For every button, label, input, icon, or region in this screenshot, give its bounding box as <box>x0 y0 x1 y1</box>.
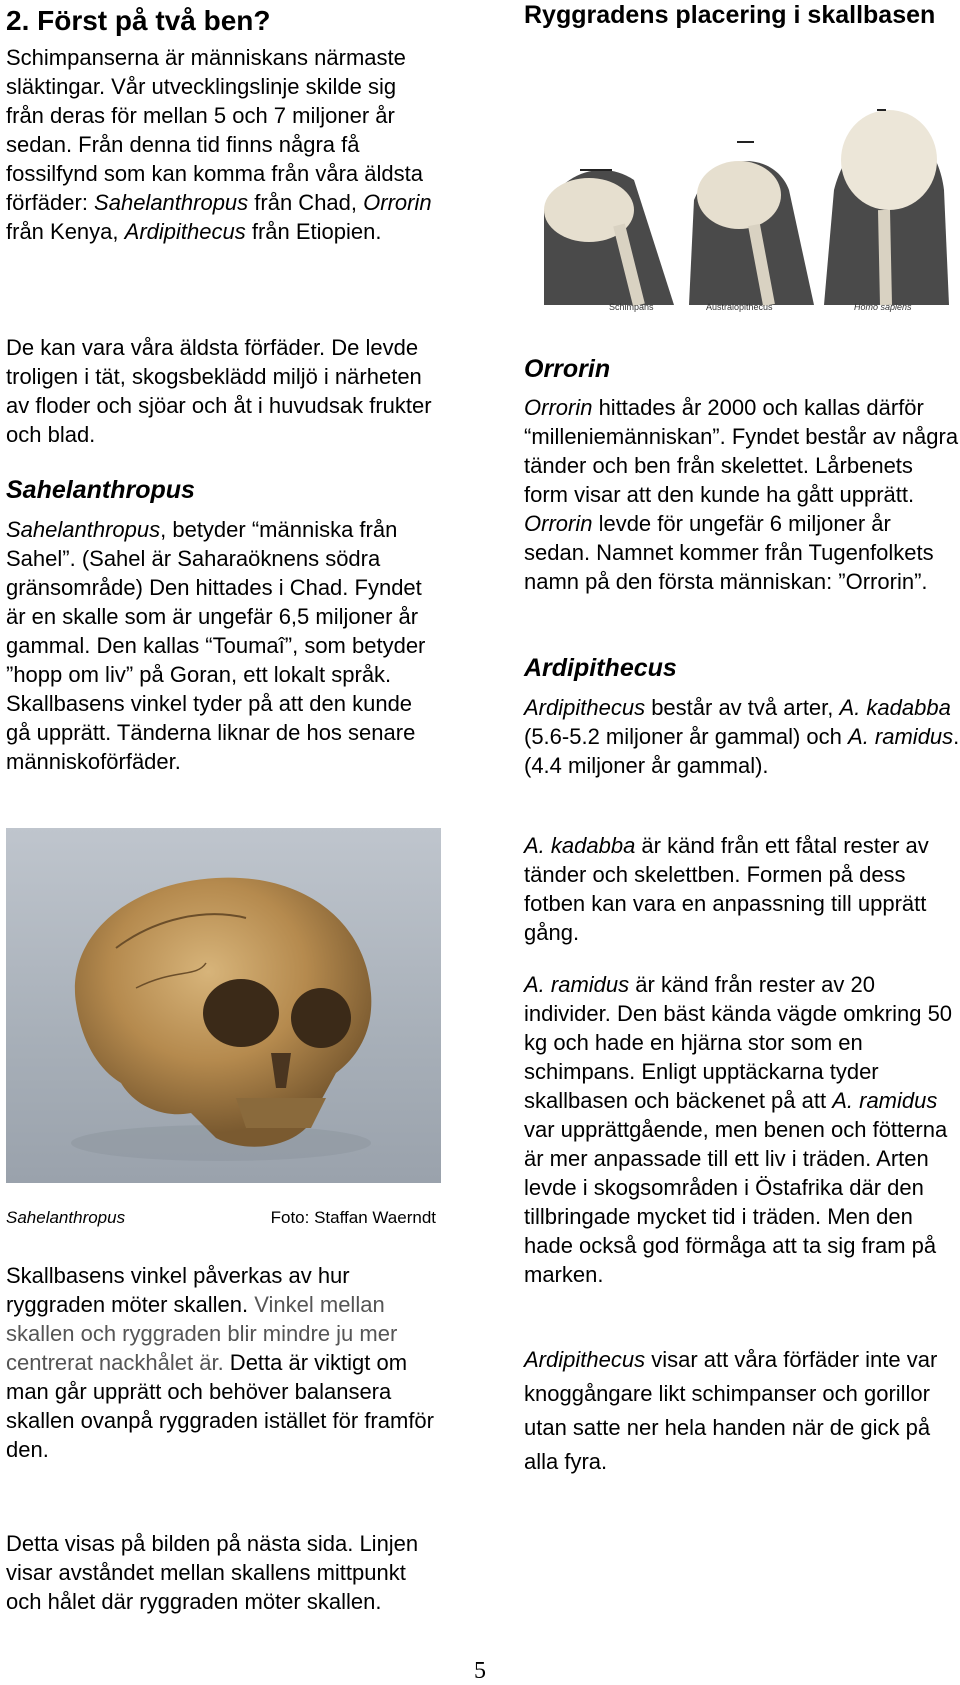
caption-species: Sahelanthropus <box>6 1208 126 1227</box>
ardipithecus-paragraph-1 <box>524 693 960 780</box>
intro-text-3: från Kenya, <box>6 219 125 244</box>
ardi2-term: A. kadabba <box>524 833 636 858</box>
ardipithecus-paragraph-3 <box>524 970 960 1289</box>
ardi1-term-1: Ardipithecus <box>524 695 646 720</box>
skull-illustration <box>6 828 441 1183</box>
habitat-paragraph: De kan vara våra äldsta förfäder. De levde troligen i tät, skogsbeklädd miljö i närheten av floder och sjöar och åt i huvudsak frukter och blad. <box>6 335 432 447</box>
intro-term-sahelanthropus: Sahelanthropus <box>94 190 249 215</box>
fig-label-schimpans: Schimpans <box>609 302 654 312</box>
spine-position-figure <box>524 90 960 320</box>
ardi3-term-2: A. ramidus <box>832 1088 938 1113</box>
spine-text-2: Vinkel mellan skallen och ryggraden blir mindre ju mer centrerat nackhålet är. <box>6 1292 398 1375</box>
section-title: 2. Först på två ben? <box>6 5 271 36</box>
ardi3-text-2: var upprättgående, men benen och fötterna är mer anpassade till ett liv i träden. Arten levde i skogsområden i Östafrika där den tillbringade mycket tid i träden. Men den hade också god förmåga att ta sig fram på marken. <box>524 1117 948 1287</box>
orrorin-paragraph <box>524 393 960 596</box>
fig-label-australopithecus: Australopithecus <box>706 302 773 312</box>
ardi3-text-1: är känd från rester av 20 individer. Den bäst kända vägde omkring 50 kg och hade en hjärna stor som en schimpans. Enligt upptäckarna tyder skallbasen och bäckenet på att <box>524 972 953 1113</box>
ardipithecus-heading: Ardipithecus <box>524 654 677 682</box>
sahel-text: , betyder “människa från Sahel”. (Sahel är Saharaöknens södra gränsområde) Den hittades i Chad. Fyndet är en skalle som är ungefär 6,5 miljoner år gammal. Den kallas “Toumaî”, som betyder ”hopp om liv” på Goran, ett lokalt språk. Skallbasens vinkel tyder på att den kunde gå upprätt. Tänderna liknar de hos senare människoförfäder. <box>6 517 426 774</box>
ardipithecus-paragraph-2 <box>524 831 960 947</box>
intro-paragraph <box>6 43 436 246</box>
page-number: 5 <box>474 1658 486 1684</box>
skull-spine-illustration <box>524 90 960 320</box>
orrorin-term-2: Orrorin <box>524 511 593 536</box>
ardi1-text-2: (5.6-5.2 miljoner år gammal) och <box>524 724 849 749</box>
ardi4-text: visar att våra förfäder inte var knoggångare likt schimpanser och gorillor utan satte ner hela handen när de gick på alla fyra. <box>524 1347 938 1474</box>
ardi3-term-1: A. ramidus <box>524 972 630 997</box>
orrorin-term-1: Orrorin <box>524 395 593 420</box>
ardi1-term-3: A. ramidus <box>848 724 954 749</box>
ardi1-term-2: A. kadabba <box>839 695 951 720</box>
ardi1-text-3: . (4.4 miljoner år gammal). <box>524 724 960 778</box>
intro-text-4: från Etiopien. <box>245 219 382 244</box>
ardipithecus-paragraph-4 <box>524 1343 960 1479</box>
sahelanthropus-paragraph <box>6 515 436 776</box>
intro-text-2: från Chad, <box>248 190 364 215</box>
spine-text-3: Detta är viktigt om man går upprätt och behöver balansera skallen ovanpå ryggraden istället för framför den. <box>6 1350 434 1462</box>
intro-text-1: Schimpanserna är människans närmaste släktingar. Vår utvecklingslinje skilde sig från deras för mellan 5 och 7 miljoner år sedan. Från denna tid finns några få fossilfynd som kan komma från våra äldsta förfäder: <box>6 45 423 215</box>
spine-paragraph <box>6 1261 436 1464</box>
ardi4-term: Ardipithecus <box>524 1347 646 1372</box>
orrorin-text-2: levde för ungefär 6 miljoner år sedan. Namnet kommer från Tugenfolkets namn på den första människan: ”Orrorin”. <box>524 511 934 594</box>
fig-label-homo-sapiens: Homo sapiens <box>854 302 912 312</box>
next-page-paragraph: Detta visas på bilden på nästa sida. Linjen visar avståndet mellan skallens mittpunkt och hålet där ryggraden möter skallen. <box>6 1531 419 1614</box>
sahelanthropus-skull-photo <box>6 828 441 1183</box>
figure-heading: Ryggradens placering i skallbasen <box>524 1 936 29</box>
ardi2-text: är känd från ett fåtal rester av tänder och skelettben. Formen på dess fotben kan vara en anpassning till upprätt gång. <box>524 833 929 945</box>
orrorin-heading: Orrorin <box>524 355 611 383</box>
sahelanthropus-heading: Sahelanthropus <box>6 476 195 504</box>
caption-credit: Foto: Staffan Waerndt <box>270 1208 436 1227</box>
ardi1-text-1: består av två arter, <box>645 695 840 720</box>
orrorin-text-1: hittades år 2000 och kallas därför “milleniemänniskan”. Fyndet består av några tänder och ben från skelettet. Lårbenets form visar att den kunde ha gått upprätt. <box>524 395 959 507</box>
spine-text-1: Skallbasens vinkel påverkas av hur ryggraden möter skallen. <box>6 1263 350 1317</box>
sahel-term: Sahelanthropus <box>6 517 161 542</box>
intro-term-ardipithecus: Ardipithecus <box>124 219 246 244</box>
intro-term-orrorin: Orrorin <box>363 190 432 215</box>
